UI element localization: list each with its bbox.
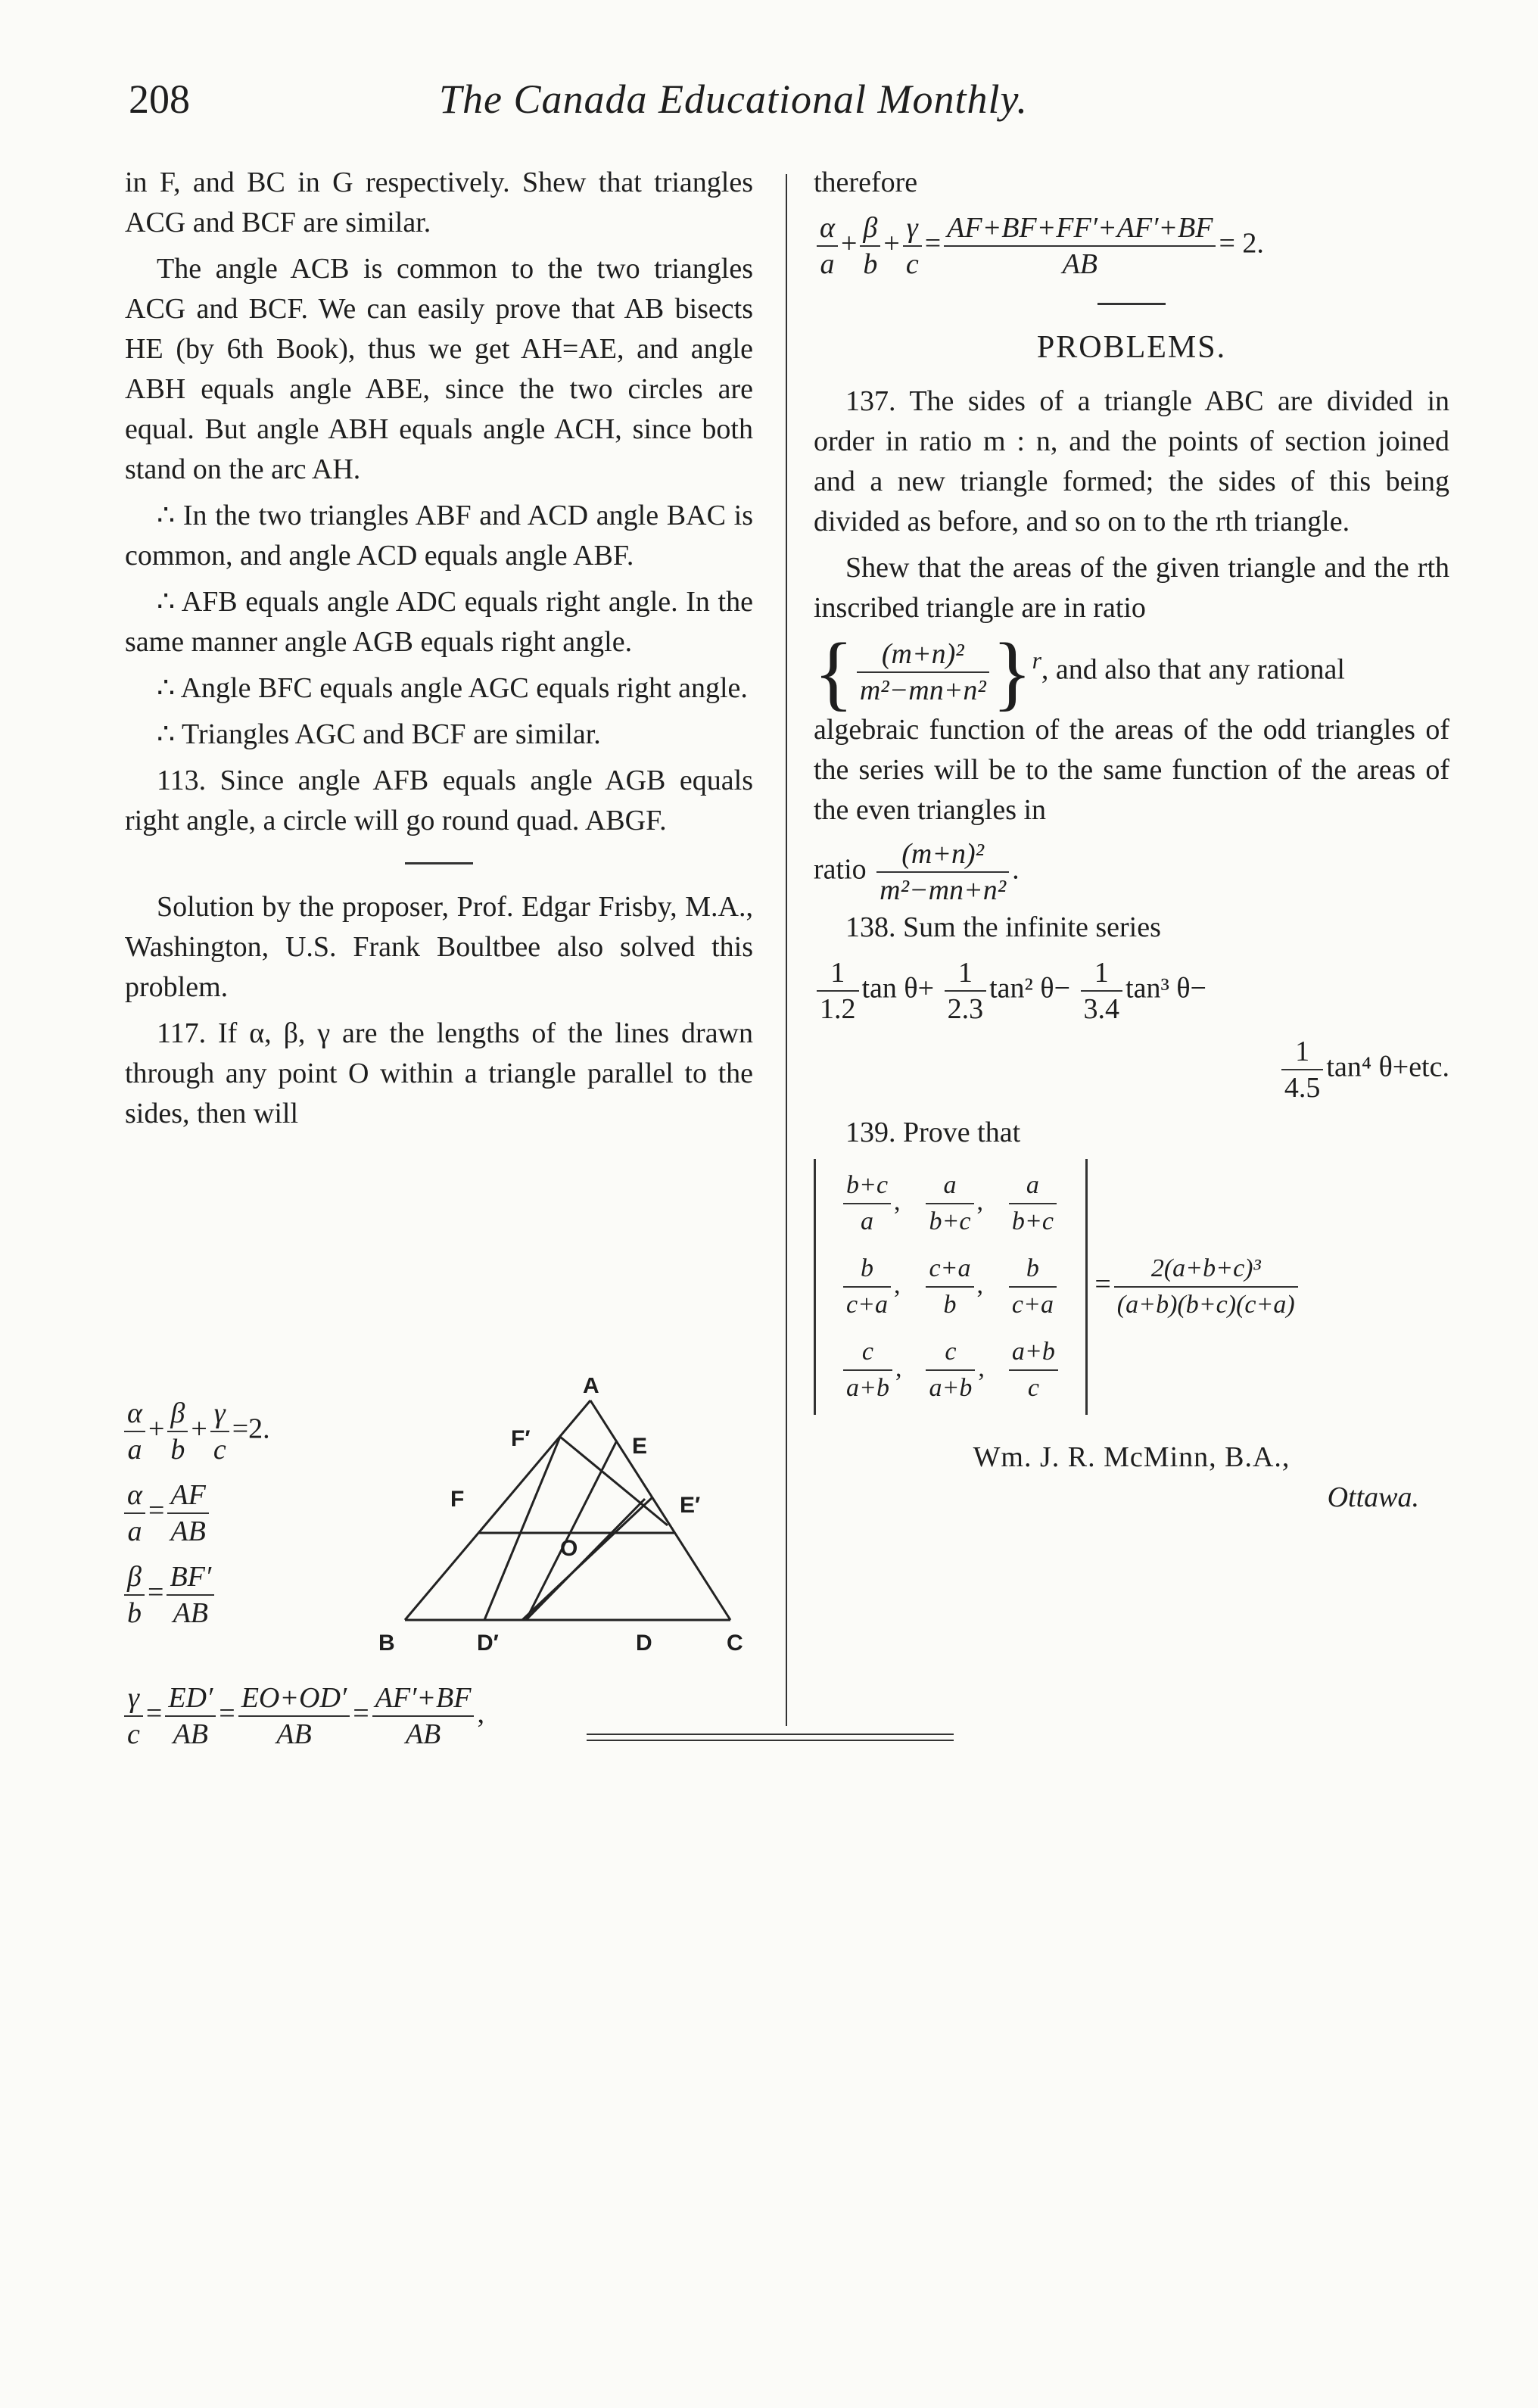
paragraph: Solution by the proposer, Prof. Edgar Frisby, M.A., Washington, U.S. Frank Boultbee also solved this problem. [125,891,753,1003]
page-header [114,76,1423,136]
label-E: E [632,1434,648,1459]
label-C: C [727,1631,743,1656]
signature-place: Ottawa. [1327,1481,1419,1513]
label-F: F [450,1487,465,1512]
page-end-rule [587,1734,954,1741]
section-rule [405,862,473,864]
label-B: B [378,1631,395,1656]
column-divider [786,174,787,1726]
problems-heading: PROBLEMS. [1036,330,1227,365]
series-line-2: $\frac{1}{4.5}$ tan⁴ θ+etc. [814,1034,1449,1105]
label-A: A [583,1378,599,1398]
paragraph: 113. Since angle AFB equals angle AGB equals right angle, a circle will go round quad. ABGF. [125,765,753,836]
signature: Wm. J. R. McMinn, B.A., [973,1441,1290,1473]
determinant-equation: $\frac{b+c}{a}$ , $\frac{a}{b+c}$ , $\frac{a}{b+c}$ $\frac{b}{c+a}$ , $\frac{c+a}{b}$ , $\frac{b}{c+a}$ $\frac{c}{a+b}$ , $\frac{c}{a+b}$ , $\frac{a+b}{c}$ = $\frac{\text{2(a+b+c)³}}{(a+b)(b+c)(c+a)}$ [814,1159,1449,1415]
ratio-expression: { $\frac{\text{(m+n)²}}{\text{m²−mn+n²}}$ }$^r$, and also that any rational [814,626,1345,718]
determinant: $\frac{b+c}{a}$ , $\frac{a}{b+c}$ , $\frac{a}{b+c}$ $\frac{b}{c+a}$ , $\frac{c+a}{b}$ , $\frac{b}{c+a}$ $\frac{c}{a+b}$ , $\frac{c}{a+b}$ , $\frac{a+b}{c}$ [814,1159,1088,1415]
ratio-line: ratio $\frac{\text{(m+n)²}}{\text{m²−mn+n²}}$ . [814,838,1020,906]
paragraph: 138. Sum the infinite series [845,911,1161,943]
triangle-figure [378,1378,772,1681]
label-F-prime: F′ [511,1426,531,1451]
series-line-1: $\frac{1}{1.2}$ tan θ+ $\frac{1}{2.3}$ tan² θ− $\frac{1}{3.4}$ tan³ θ− [814,955,1449,1026]
paragraph: 137. The sides of a triangle ABC are divided in order in ratio m : n, and the points of section joined and a new triangle formed; the sides of this being divided as before, and so on to the rth triangle. [814,385,1449,537]
label-O: O [560,1536,578,1561]
section-rule [1097,303,1166,305]
left-column [125,163,753,1140]
paragraph: therefore [814,167,918,198]
paragraph: ∴ Triangles AGC and BCF are similar. [157,718,601,750]
paragraph: Shew that the areas of the given triangle and the rth inscribed triangle are in ratio [814,552,1449,624]
running-title: The Canada Educational Monthly. [439,76,1028,122]
paragraph: ∴ Angle BFC equals angle AGC equals right angle. [157,672,748,704]
equation: $\frac{\alpha}{a}$ + $\frac{\beta}{b}$ + $\frac{\gamma}{c}$ =2. [121,1396,378,1467]
paragraph: ∴ In the two triangles ABF and ACD angle BAC is common, and angle ACD equals angle ABF. [125,500,753,572]
page-number: 208 [129,76,190,122]
paragraph: algebraic function of the areas of the odd triangles of the series will be to the same function of the areas of the even triangles in [814,714,1449,826]
equation: $\frac{\alpha}{a}$ = $\frac{AF}{AB}$ [121,1478,378,1549]
label-E-prime: E′ [680,1493,701,1518]
equations-117 [121,1385,378,1641]
label-D: D [636,1631,652,1656]
equation-therefore: $\frac{\alpha}{a}$ + $\frac{\beta}{b}$ + $\frac{\gamma}{c}$ = $\frac{AF+BF+FF'+AF'+BF}{AB}$ = 2. [814,210,1449,282]
paragraph: ∴ AFB equals angle ADC equals right angle. In the same manner angle AGB equals right angle. [125,586,753,658]
paragraph: in F, and BC in G respectively. Shew that triangles ACG and BCF are similar. [125,167,753,238]
right-column [814,163,1449,1518]
equation-gamma: $\frac{\gamma}{c}$ = $\frac{ED'}{AB}$ = $\frac{EO+OD'}{AB}$ = $\frac{AF'+BF}{AB}$ , [121,1681,772,1752]
equation: $\frac{\beta}{b}$ = $\frac{BF'}{AB}$ [121,1559,378,1631]
paragraph: 139. Prove that [845,1117,1021,1148]
paragraph: The angle ACB is common to the two triangles ACG and BCF. We can easily prove that AB bisects HE (by 6th Book), thus we get AH=AE, and angle ABH equals angle ABE, since the two circles are equal. But angle ABH equals angle ACH, since both stand on the arc AH. [125,253,753,485]
paragraph: 117. If α, β, γ are the lengths of the lines drawn through any point O within a triangle parallel to the sides, then will [125,1017,753,1129]
label-D-prime: D′ [477,1631,499,1656]
